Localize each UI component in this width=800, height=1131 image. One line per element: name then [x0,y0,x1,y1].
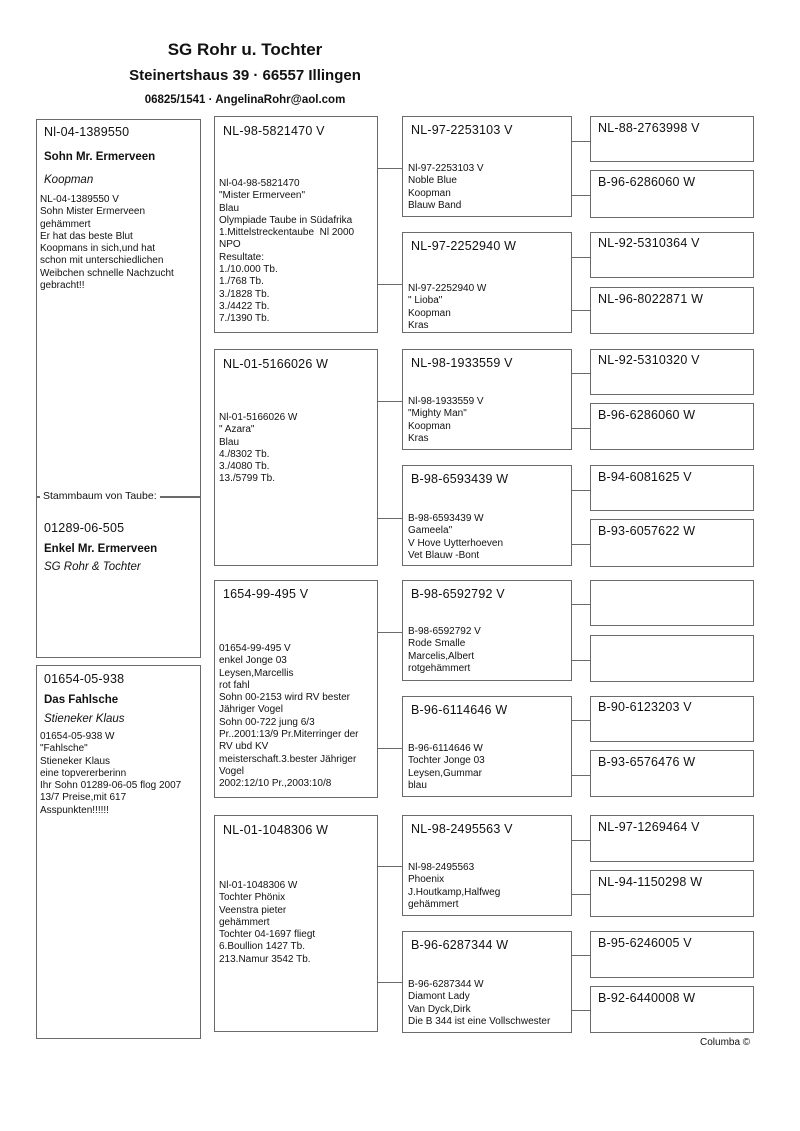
great-grandparent-ring: B-96-6114646 W [411,703,508,717]
connector-line [378,982,402,983]
ancestor-ring: NL-88-2763998 V [598,121,700,135]
connector-line [572,660,590,661]
connector-line [378,284,402,285]
great-grandparent-details: B-96-6114646 W Tochter Jonge 03 Leysen,Gummar blau [408,743,485,791]
dam-ring: 01654-05-938 [44,672,125,686]
grandparent-details: 01654-99-495 V enkel Jonge 03 Leysen,Marcellis rot fahl Sohn 00-2153 wird RV bester Jähriger Vogel Sohn 00-722 jung 6/3 Pr..2001:13/9 Pr.Miterringer der RV ubd KV meisterschaft.3.bester Jähriger Vogel 2002:12/10 Pr.,2003:10/8 [219,643,359,790]
breeder-contact: 06825/1541 · AngelinaRohr@aol.com [144,94,346,106]
great-grandparent-ring: B-98-6593439 W [411,472,509,486]
great-grandparent-ring: B-98-6592792 V [411,587,505,601]
grandparent-details: Nl-01-5166026 W " Azara" Blau 4./8302 Tb. 3./4080 Tb. 13./5799 Tb. [219,412,298,485]
subject-owner: SG Rohr & Tochter [44,561,141,573]
ancestor-ring: B-92-6440008 W [598,991,696,1005]
connector-line [572,428,590,429]
ancestor-ring: B-96-6286060 W [598,408,696,422]
breeder-address: Steinertshaus 39 · 66557 Illingen [129,67,361,84]
ancestor-ring: NL-92-5310320 V [598,353,700,367]
dam-breeder: Stieneker Klaus [44,713,125,725]
ancestor-ring: B-96-6286060 W [598,175,696,189]
great-grandparent-ring: NL-97-2252940 W [411,239,517,253]
connector-line [572,894,590,895]
grandparent-ring: NL-01-5166026 W [223,357,329,371]
grandparent-ring: NL-98-5821470 V [223,124,325,138]
dam-name: Das Fahlsche [44,694,119,706]
connector-line [572,490,590,491]
connector-line [378,748,402,749]
connector-line [378,518,402,519]
dam-details: 01654-05-938 W "Fahlsche" Stieneker Klaus eine topvererberinn Ihr Sohn 01289-06-05 flog 2007 13/7 Preise,mit 617 Asspunkten!!!!!! [40,731,182,816]
ancestor-ring: B-93-6057622 W [598,524,696,538]
sire-details: NL-04-1389550 V Sohn Mister Ermerveen gehämmert Er hat das beste Blut Koopmans in sich,und hat schon mit unterschiedlichen Weibchen schnelle Nachzucht gebracht!! [40,194,174,292]
pedigree-legend: Stammbaum von Taube: [40,490,160,502]
connector-line [572,544,590,545]
great-grandparent-details: Nl-98-1933559 V "Mighty Man" Koopman Kras [408,396,484,444]
great-grandparent-ring: NL-98-1933559 V [411,356,513,370]
connector-line [572,720,590,721]
breeder-title: SG Rohr u. Tochter [167,40,323,59]
great-grandparent-details: Nl-97-2253103 V Noble Blue Koopman Blauw Band [408,163,484,211]
grandparent-ring: 1654-99-495 V [223,587,309,601]
grandparent-details: Nl-01-1048306 W Tochter Phönix Veenstra pieter gehämmert Tochter 04-1697 fliegt 6.Boullion 1427 Tb. 213.Namur 3542 Tb. [219,880,316,965]
subject-name: Enkel Mr. Ermerveen [44,543,158,555]
ancestor-box [590,580,754,626]
ancestor-ring: B-90-6123203 V [598,700,692,714]
ancestor-ring: NL-97-1269464 V [598,820,700,834]
sire-name: Sohn Mr. Ermerveen [44,151,156,163]
connector-line [378,866,402,867]
sire-ring: Nl-04-1389550 [44,125,130,139]
connector-line [572,840,590,841]
connector-line [572,955,590,956]
connector-line [572,373,590,374]
connector-line [572,257,590,258]
grandparent-details: Nl-04-98-5821470 "Mister Ermerveen" Blau Olympiade Taube in Südafrika 1.Mittelstreckentaube Nl 2000 NPO Resultate: 1./10.000 Tb. 1./768 Tb. 3./1828 Tb. 3./4422 Tb. 7./1390 Tb. [219,178,355,325]
ancestor-ring: NL-96-8022871 W [598,292,704,306]
ancestor-box [590,635,754,682]
great-grandparent-details: B-98-6593439 W Gameela" V Hove Uytterhoeven Vet Blauw -Bont [408,513,504,561]
connector-line [572,195,590,196]
ancestor-ring: NL-92-5310364 V [598,236,700,250]
great-grandparent-details: B-98-6592792 V Rode Smalle Marcelis,Albert rotgehämmert [408,626,481,674]
connector-line [572,141,590,142]
great-grandparent-ring: NL-98-2495563 V [411,822,513,836]
subject-ring: 01289-06-505 [44,521,125,535]
ancestor-ring: B-94-6081625 V [598,470,692,484]
great-grandparent-details: Nl-97-2252940 W " Lioba" Koopman Kras [408,283,487,331]
connector-line [378,168,402,169]
connector-line [572,604,590,605]
great-grandparent-ring: NL-97-2253103 V [411,123,513,137]
connector-line [572,1010,590,1011]
connector-line [572,775,590,776]
grandparent-ring: NL-01-1048306 W [223,823,329,837]
ancestor-ring: B-93-6576476 W [598,755,696,769]
connector-line [378,401,402,402]
software-credit: Columba © [700,1037,751,1048]
great-grandparent-ring: B-96-6287344 W [411,938,509,952]
great-grandparent-details: B-96-6287344 W Diamont Lady Van Dyck,Dirk Die B 344 ist eine Vollschwester [408,979,551,1027]
ancestor-ring: B-95-6246005 V [598,936,692,950]
sire-breeder: Koopman [44,174,94,186]
great-grandparent-details: Nl-98-2495563 Phoenix J.Houtkamp,Halfweg gehämmert [408,862,501,910]
connector-line [572,310,590,311]
connector-line [378,632,402,633]
ancestor-ring: NL-94-1150298 W [598,875,703,889]
